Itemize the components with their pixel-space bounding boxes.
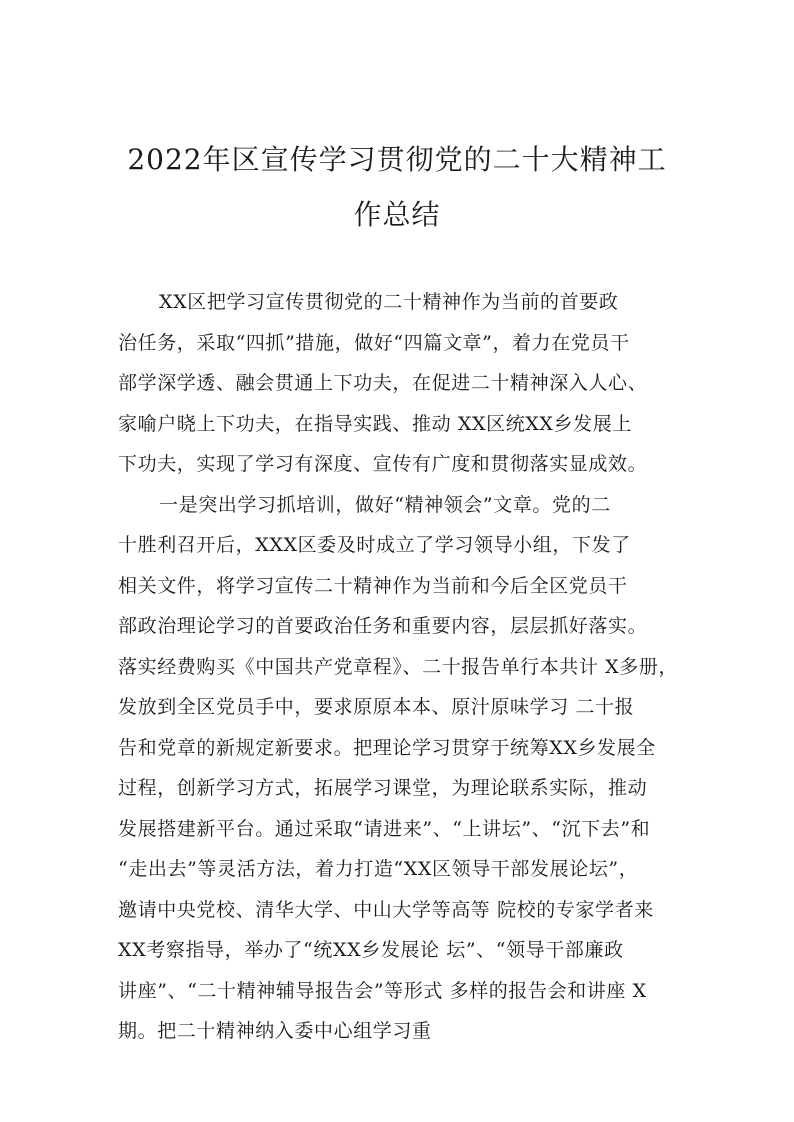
- paragraph-line: 相关文件，将学习宣传二十精神作为当前和今后全区党员干: [118, 574, 628, 597]
- paragraph-line: 家喻户晓上下功夫，在指导实践、推动 XX区统XX乡发展上: [118, 412, 632, 435]
- paragraph-line: XX区把学习宣传贯彻党的二十精神作为当前的首要政: [159, 291, 619, 313]
- paragraph-line: 发展搭建新平台。通过采取“请进来”、“上讲坛”、“沉下去”和: [118, 817, 651, 840]
- paragraph-line: 落实经费购买《中国共产党章程》、二十报告单行本共计 X多册，: [118, 655, 679, 678]
- document-title-line-1: 2022年区宣传学习贯彻党的二十大精神工: [127, 143, 667, 176]
- paragraph-line: 部政治理论学习的首要政治任务和重要内容，层层抓好落实。: [118, 615, 648, 637]
- document-title-line-2: 作总结: [353, 198, 441, 231]
- paragraph-line: 下功夫，实现了学习有深度、宣传有广度和贯彻落实显成效。: [118, 453, 648, 475]
- paragraph-line: XX考察指导，举办了“统XX乡发展论 坛”、“领导干部廉政: [118, 939, 624, 961]
- document-body: [118, 282, 698, 1052]
- paragraph-line: 邀请中央党校、清华大学、中山大学等高等 院校的专家学者来: [118, 898, 654, 921]
- paragraph-line: 告和党章的新规定新要求。把理论学习贯穿于统筹XX乡发展全: [118, 736, 656, 759]
- paragraph-line: 治任务，采取“四抓”措施，做好“四篇文章”，着力在党员干: [118, 331, 630, 354]
- paragraph-line: 部学深学透、融会贯通上下功夫，在促进二十精神深入人心、: [118, 372, 648, 394]
- paragraph-line: 讲座”、“二十精神辅导报告会”等形式 多样的报告会和讲座 X: [118, 979, 647, 1002]
- paragraph-line: 一是突出学习抓培训，做好“精神领会”文章。党的二: [159, 493, 611, 516]
- paragraph-line: 过程，创新学习方式，拓展学习课堂，为理论联系实际，推动: [118, 777, 648, 799]
- paragraph-line: 期。把二十精神纳入委中心组学习重: [118, 1020, 432, 1042]
- paragraph-line: 发放到全区党员手中，要求原原本本、原汁原味学习 二十报: [118, 696, 635, 718]
- paragraph-line: 十胜利召开后，XXX区委及时成立了学习领导小组，下发了: [118, 534, 631, 556]
- paragraph-line: “走出去”等灵活方法，着力打造“XX区领导干部发展论坛”，: [118, 858, 639, 880]
